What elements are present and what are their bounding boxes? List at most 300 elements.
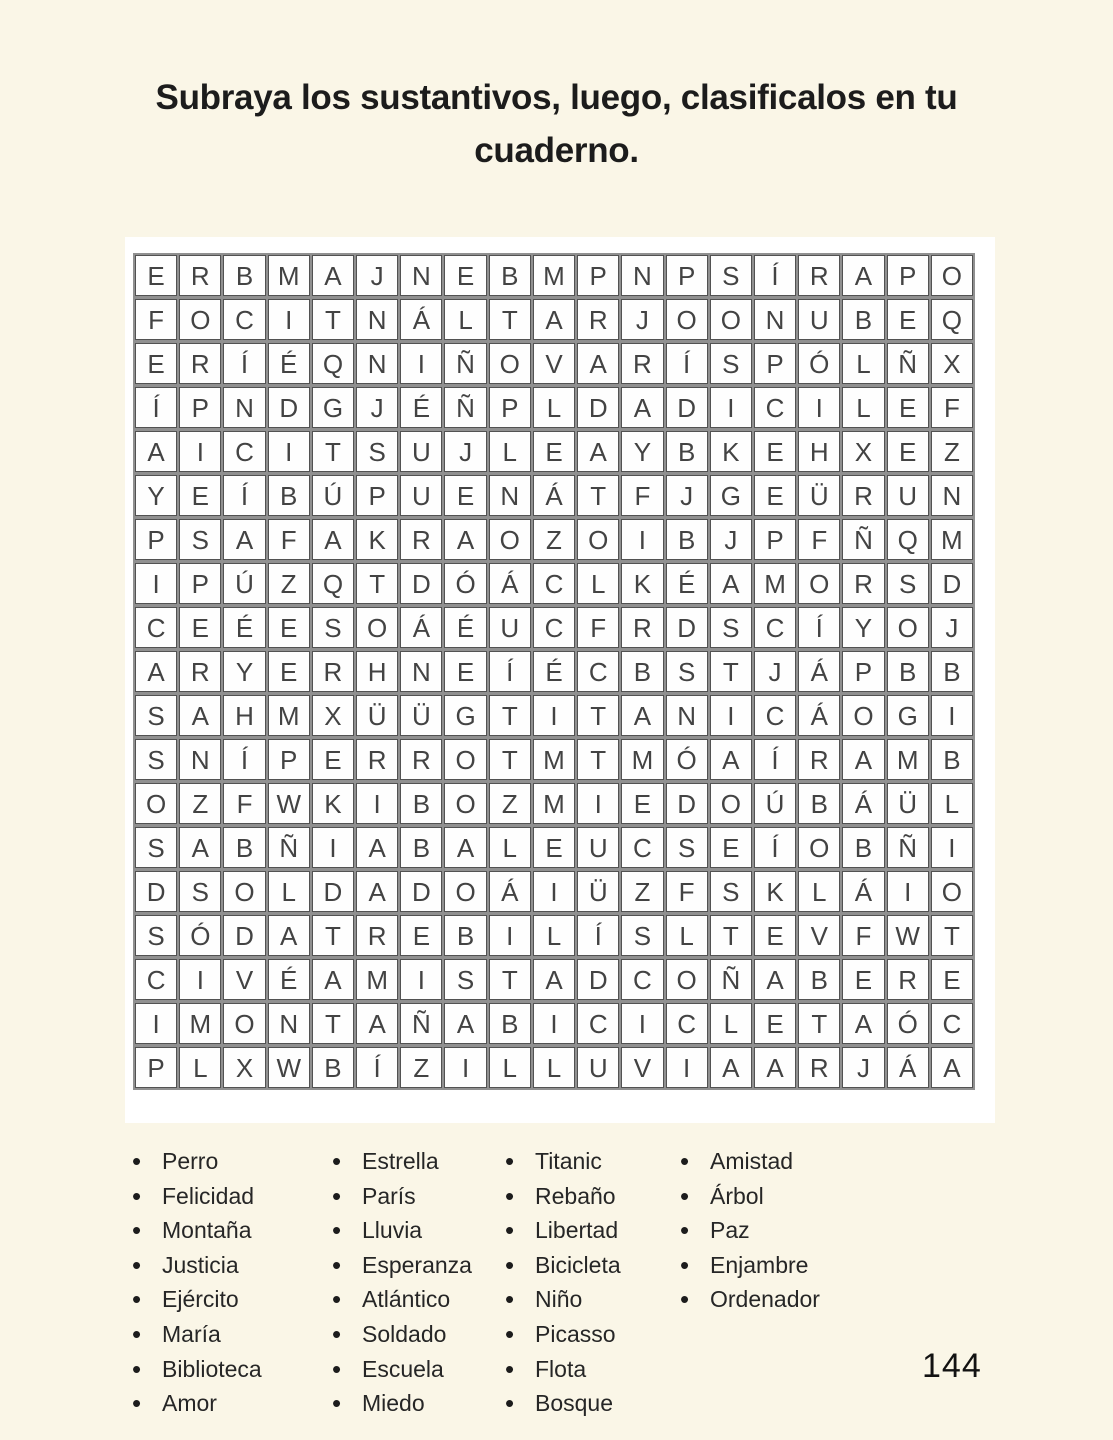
grid-cell: I	[621, 1003, 663, 1044]
grid-cell: Í	[798, 607, 840, 648]
grid-cell: A	[842, 739, 884, 780]
grid-cell: O	[931, 255, 973, 296]
grid-cell: E	[268, 607, 310, 648]
grid-cell: Á	[400, 299, 442, 340]
grid-cell: M	[621, 739, 663, 780]
grid-cell: I	[710, 695, 752, 736]
grid-cell: M	[179, 1003, 221, 1044]
grid-cell: E	[533, 431, 575, 472]
grid-cell: F	[666, 871, 708, 912]
grid-cell: Y	[842, 607, 884, 648]
word-item: • Lluvia	[332, 1213, 472, 1248]
grid-cell: N	[223, 387, 265, 428]
grid-cell: T	[710, 915, 752, 956]
grid-cell: T	[356, 563, 398, 604]
grid-cell: P	[179, 387, 221, 428]
grid-cell: E	[135, 255, 177, 296]
grid-cell: E	[754, 431, 796, 472]
grid-cell: C	[754, 387, 796, 428]
grid-cell: Y	[223, 651, 265, 692]
grid-cell: R	[356, 915, 398, 956]
grid-cell: Y	[135, 475, 177, 516]
grid-cell: H	[798, 431, 840, 472]
word-item: • Titanic	[505, 1144, 621, 1179]
grid-cell: X	[312, 695, 354, 736]
word-item: • Bosque	[505, 1386, 621, 1421]
word-list-column	[332, 1144, 472, 1421]
grid-cell: A	[842, 255, 884, 296]
grid-cell: É	[444, 607, 486, 648]
word-item: • Amor	[132, 1386, 262, 1421]
grid-cell: A	[533, 299, 575, 340]
grid-cell: J	[710, 519, 752, 560]
grid-cell: U	[577, 827, 619, 868]
grid-cell: C	[577, 1003, 619, 1044]
grid-cell: J	[621, 299, 663, 340]
grid-cell: C	[223, 299, 265, 340]
grid-cell: A	[356, 871, 398, 912]
word-item: • Libertad	[505, 1213, 621, 1248]
word-item: • París	[332, 1179, 472, 1214]
grid-cell: K	[312, 783, 354, 824]
grid-cell: Ü	[400, 695, 442, 736]
grid-cell: D	[312, 871, 354, 912]
grid-cell: V	[621, 1047, 663, 1088]
grid-cell: S	[621, 915, 663, 956]
word-item: • Felicidad	[132, 1179, 262, 1214]
grid-cell: Ó	[798, 343, 840, 384]
grid-cell: Í	[223, 475, 265, 516]
grid-cell: A	[268, 915, 310, 956]
grid-cell: T	[798, 1003, 840, 1044]
grid-cell: F	[223, 783, 265, 824]
grid-cell: L	[489, 827, 531, 868]
grid-cell: M	[887, 739, 929, 780]
grid-cell: S	[179, 871, 221, 912]
grid-cell: T	[489, 299, 531, 340]
grid-cell: T	[312, 1003, 354, 1044]
grid-cell: U	[489, 607, 531, 648]
grid-cell: R	[887, 959, 929, 1000]
grid-cell: G	[312, 387, 354, 428]
grid-cell: J	[356, 255, 398, 296]
grid-cell: É	[268, 959, 310, 1000]
grid-cell: G	[887, 695, 929, 736]
grid-cell: D	[400, 871, 442, 912]
grid-cell: Í	[577, 915, 619, 956]
grid-cell: I	[887, 871, 929, 912]
grid-cell: B	[887, 651, 929, 692]
grid-cell: Á	[489, 563, 531, 604]
grid-cell: F	[268, 519, 310, 560]
grid-cell: M	[533, 255, 575, 296]
grid-cell: A	[444, 827, 486, 868]
grid-cell: Ü	[887, 783, 929, 824]
grid-cell: A	[179, 827, 221, 868]
grid-cell: Z	[533, 519, 575, 560]
grid-cell: B	[312, 1047, 354, 1088]
grid-cell: R	[400, 739, 442, 780]
grid-cell: T	[312, 915, 354, 956]
grid-cell: L	[489, 1047, 531, 1088]
grid-cell: E	[444, 651, 486, 692]
grid-cell: U	[798, 299, 840, 340]
grid-cell: B	[489, 1003, 531, 1044]
grid-cell: B	[400, 783, 442, 824]
grid-cell: C	[754, 695, 796, 736]
grid-cell: I	[400, 959, 442, 1000]
word-item: • Paz	[680, 1213, 820, 1248]
grid-cell: I	[268, 299, 310, 340]
grid-cell: B	[798, 783, 840, 824]
grid-cell: Ñ	[887, 343, 929, 384]
grid-cell: S	[312, 607, 354, 648]
grid-cell: L	[444, 299, 486, 340]
word-item: • Flota	[505, 1352, 621, 1387]
grid-cell: F	[577, 607, 619, 648]
grid-cell: Í	[489, 651, 531, 692]
grid-cell: C	[621, 827, 663, 868]
grid-cell: E	[135, 343, 177, 384]
grid-cell: O	[710, 783, 752, 824]
grid-cell: A	[710, 563, 752, 604]
grid-cell: W	[268, 783, 310, 824]
grid-cell: B	[666, 431, 708, 472]
grid-cell: E	[179, 475, 221, 516]
grid-cell: Q	[312, 343, 354, 384]
grid-cell: S	[444, 959, 486, 1000]
word-item: • Justicia	[132, 1248, 262, 1283]
grid-cell: N	[356, 299, 398, 340]
word-item: • Atlántico	[332, 1282, 472, 1317]
grid-cell: I	[135, 563, 177, 604]
grid-cell: B	[842, 827, 884, 868]
grid-cell: X	[223, 1047, 265, 1088]
grid-cell: O	[887, 607, 929, 648]
grid-cell: Y	[621, 431, 663, 472]
grid-cell: T	[577, 739, 619, 780]
grid-cell: R	[798, 739, 840, 780]
word-item: • Montaña	[132, 1213, 262, 1248]
grid-cell: A	[356, 827, 398, 868]
grid-cell: F	[931, 387, 973, 428]
grid-cell: V	[533, 343, 575, 384]
grid-cell: I	[135, 1003, 177, 1044]
grid-cell: C	[223, 431, 265, 472]
grid-cell: R	[312, 651, 354, 692]
grid-cell: Z	[489, 783, 531, 824]
grid-cell: Z	[931, 431, 973, 472]
grid-cell: U	[577, 1047, 619, 1088]
grid-cell: R	[179, 651, 221, 692]
grid-cell: I	[798, 387, 840, 428]
grid-cell: B	[400, 827, 442, 868]
grid-cell: I	[931, 695, 973, 736]
grid-cell: C	[666, 1003, 708, 1044]
grid-cell: D	[400, 563, 442, 604]
grid-cell: Ü	[577, 871, 619, 912]
grid-cell: O	[931, 871, 973, 912]
grid-cell: L	[577, 563, 619, 604]
grid-cell: N	[931, 475, 973, 516]
grid-cell: I	[444, 1047, 486, 1088]
grid-cell: I	[577, 783, 619, 824]
grid-cell: I	[179, 959, 221, 1000]
grid-cell: E	[931, 959, 973, 1000]
grid-cell: H	[223, 695, 265, 736]
grid-cell: E	[444, 475, 486, 516]
grid-cell: E	[312, 739, 354, 780]
grid-cell: E	[842, 959, 884, 1000]
grid-cell: H	[356, 651, 398, 692]
grid-cell: L	[666, 915, 708, 956]
grid-cell: N	[179, 739, 221, 780]
word-item: • María	[132, 1317, 262, 1352]
grid-cell: R	[798, 255, 840, 296]
grid-cell: E	[444, 255, 486, 296]
grid-cell: Ó	[444, 563, 486, 604]
grid-cell: E	[268, 651, 310, 692]
grid-cell: L	[268, 871, 310, 912]
grid-cell: C	[533, 607, 575, 648]
grid-cell: I	[312, 827, 354, 868]
grid-cell: E	[621, 783, 663, 824]
grid-cell: F	[135, 299, 177, 340]
grid-cell: P	[842, 651, 884, 692]
grid-cell: A	[621, 387, 663, 428]
grid-cell: C	[931, 1003, 973, 1044]
grid-cell: B	[621, 651, 663, 692]
grid-cell: F	[621, 475, 663, 516]
grid-cell: N	[268, 1003, 310, 1044]
grid-cell: U	[887, 475, 929, 516]
grid-cell: J	[356, 387, 398, 428]
word-item: • Ejército	[132, 1282, 262, 1317]
grid-cell: T	[710, 651, 752, 692]
grid-cell: E	[887, 299, 929, 340]
word-item: • Árbol	[680, 1179, 820, 1214]
grid-cell: M	[533, 739, 575, 780]
grid-cell: N	[621, 255, 663, 296]
word-list-column	[505, 1144, 621, 1421]
grid-cell: L	[533, 387, 575, 428]
grid-cell: A	[931, 1047, 973, 1088]
word-item: • Estrella	[332, 1144, 472, 1179]
word-item: • Miedo	[332, 1386, 472, 1421]
grid-cell: N	[754, 299, 796, 340]
grid-cell: Í	[754, 739, 796, 780]
grid-cell: U	[400, 431, 442, 472]
grid-cell: Ñ	[842, 519, 884, 560]
grid-cell: Z	[400, 1047, 442, 1088]
grid-cell: A	[179, 695, 221, 736]
grid-cell: Q	[312, 563, 354, 604]
grid-cell: K	[621, 563, 663, 604]
grid-cell: P	[577, 255, 619, 296]
grid-cell: O	[444, 871, 486, 912]
grid-cell: I	[931, 827, 973, 868]
grid-cell: B	[931, 651, 973, 692]
grid-cell: Ú	[312, 475, 354, 516]
grid-cell: D	[931, 563, 973, 604]
grid-cell: M	[533, 783, 575, 824]
grid-cell: S	[135, 915, 177, 956]
grid-cell: K	[356, 519, 398, 560]
grid-cell: Á	[798, 695, 840, 736]
grid-cell: S	[710, 255, 752, 296]
grid-cell: R	[356, 739, 398, 780]
grid-cell: J	[666, 475, 708, 516]
word-list	[0, 1144, 1113, 1440]
title-section	[0, 0, 1113, 177]
grid-cell: V	[223, 959, 265, 1000]
grid-cell: P	[489, 387, 531, 428]
grid-cell: O	[135, 783, 177, 824]
grid-cell: Í	[223, 343, 265, 384]
grid-cell: Ú	[754, 783, 796, 824]
grid-cell: R	[179, 255, 221, 296]
grid-cell: E	[710, 827, 752, 868]
grid-cell: A	[444, 519, 486, 560]
grid-cell: G	[710, 475, 752, 516]
grid-cell: T	[489, 739, 531, 780]
grid-cell: R	[842, 563, 884, 604]
grid-cell: Á	[842, 871, 884, 912]
word-item: • Amistad	[680, 1144, 820, 1179]
grid-cell: S	[887, 563, 929, 604]
grid-cell: S	[356, 431, 398, 472]
grid-cell: L	[842, 343, 884, 384]
grid-cell: I	[666, 1047, 708, 1088]
grid-cell: T	[489, 959, 531, 1000]
grid-cell: N	[489, 475, 531, 516]
grid-cell: Á	[887, 1047, 929, 1088]
grid-cell: P	[135, 1047, 177, 1088]
grid-cell: S	[666, 827, 708, 868]
grid-cell: Ñ	[444, 387, 486, 428]
grid-cell: C	[135, 959, 177, 1000]
grid-cell: I	[533, 695, 575, 736]
grid-cell: B	[223, 827, 265, 868]
grid-cell: R	[842, 475, 884, 516]
grid-cell: A	[312, 519, 354, 560]
word-item: • Biblioteca	[132, 1352, 262, 1387]
grid-cell: O	[666, 959, 708, 1000]
grid-cell: R	[621, 343, 663, 384]
page-number: 144	[922, 1347, 982, 1385]
grid-cell: S	[666, 651, 708, 692]
grid-cell: B	[268, 475, 310, 516]
grid-cell: P	[754, 343, 796, 384]
grid-cell: D	[268, 387, 310, 428]
grid-cell: P	[666, 255, 708, 296]
grid-cell: A	[577, 343, 619, 384]
grid-cell: D	[666, 783, 708, 824]
grid-cell: Á	[798, 651, 840, 692]
grid-cell: I	[621, 519, 663, 560]
word-item: • Ordenador	[680, 1282, 820, 1317]
grid-cell: Í	[754, 827, 796, 868]
grid-cell: L	[842, 387, 884, 428]
grid-cell: S	[710, 607, 752, 648]
grid-cell: Ó	[179, 915, 221, 956]
grid-cell: P	[356, 475, 398, 516]
grid-cell: É	[533, 651, 575, 692]
grid-cell: É	[666, 563, 708, 604]
grid-cell: L	[931, 783, 973, 824]
grid-cell: E	[179, 607, 221, 648]
word-item: • Rebaño	[505, 1179, 621, 1214]
grid-cell: J	[842, 1047, 884, 1088]
word-item: • Bicicleta	[505, 1248, 621, 1283]
grid-cell: B	[444, 915, 486, 956]
grid-cell: W	[268, 1047, 310, 1088]
grid-cell: E	[400, 915, 442, 956]
grid-cell: T	[577, 475, 619, 516]
grid-cell: R	[400, 519, 442, 560]
grid-cell: D	[666, 607, 708, 648]
grid-cell: S	[135, 695, 177, 736]
grid-cell: A	[356, 1003, 398, 1044]
grid-cell: I	[356, 783, 398, 824]
grid-cell: T	[577, 695, 619, 736]
grid-cell: Ñ	[444, 343, 486, 384]
grid-cell: Ü	[798, 475, 840, 516]
grid-cell: V	[798, 915, 840, 956]
grid-cell: Á	[400, 607, 442, 648]
grid-cell: I	[533, 871, 575, 912]
grid-cell: C	[135, 607, 177, 648]
grid-cell: O	[444, 739, 486, 780]
grid-cell: Í	[223, 739, 265, 780]
grid-cell: J	[754, 651, 796, 692]
grid-cell: E	[754, 475, 796, 516]
word-list-column	[132, 1144, 262, 1421]
grid-cell: M	[754, 563, 796, 604]
grid-cell: P	[135, 519, 177, 560]
grid-cell: S	[135, 739, 177, 780]
grid-cell: Z	[621, 871, 663, 912]
grid-cell: A	[754, 959, 796, 1000]
grid-cell: B	[931, 739, 973, 780]
grid-cell: A	[577, 431, 619, 472]
grid-cell: X	[842, 431, 884, 472]
grid-cell: I	[710, 387, 752, 428]
grid-cell: P	[754, 519, 796, 560]
grid-cell: S	[710, 871, 752, 912]
grid-cell: C	[533, 563, 575, 604]
grid-cell: M	[268, 695, 310, 736]
grid-cell: Ñ	[887, 827, 929, 868]
grid-cell: O	[223, 871, 265, 912]
grid-cell: O	[356, 607, 398, 648]
grid-cell: O	[798, 827, 840, 868]
grid-cell: D	[666, 387, 708, 428]
grid-cell: D	[135, 871, 177, 912]
grid-cell: U	[400, 475, 442, 516]
grid-cell: O	[666, 299, 708, 340]
grid-cell: A	[312, 255, 354, 296]
grid-cell: N	[666, 695, 708, 736]
grid-cell: E	[533, 827, 575, 868]
grid-cell: L	[710, 1003, 752, 1044]
grid-cell: P	[179, 563, 221, 604]
grid-cell: A	[312, 959, 354, 1000]
grid-cell: A	[710, 1047, 752, 1088]
grid-cell: O	[444, 783, 486, 824]
grid-cell: Ñ	[710, 959, 752, 1000]
grid-cell: S	[710, 343, 752, 384]
